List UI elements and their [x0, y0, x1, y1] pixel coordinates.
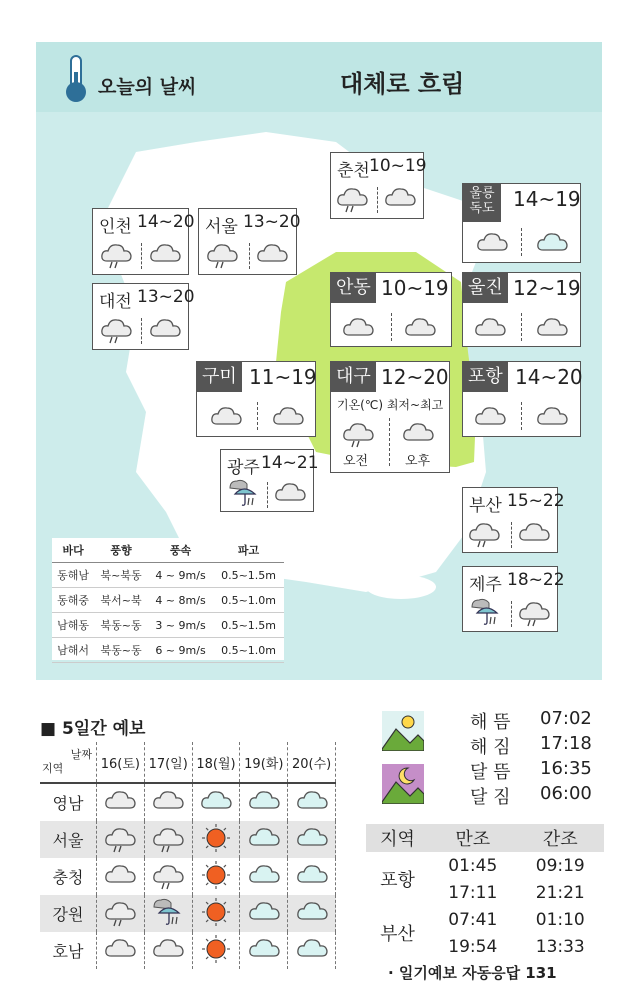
cloud-icon	[535, 313, 569, 343]
moonrise-icon	[382, 764, 424, 804]
corner-date-label: 날짜	[70, 748, 92, 761]
cloud-icon	[383, 183, 417, 213]
sun-icon	[199, 823, 233, 853]
sea-area: 남해동	[52, 613, 94, 638]
land-jeju	[366, 575, 436, 599]
cloud-icon	[273, 478, 307, 508]
corner-region-label: 지역	[42, 762, 64, 775]
column-header: 풍속	[148, 538, 213, 563]
city-temp: 14~20	[137, 212, 195, 232]
land-islet	[134, 196, 158, 208]
city-temp: 15~22	[507, 491, 565, 511]
city-temp: 10~19	[381, 276, 449, 300]
five-day-table	[40, 742, 336, 969]
city-temp: 14~20	[515, 365, 583, 389]
cloud-sun-icon	[247, 823, 281, 853]
weather-icon-cell	[97, 932, 145, 969]
cloud-icon	[148, 239, 182, 269]
wind-direction: 북서~북	[94, 588, 148, 613]
sea-area: 동해남	[52, 563, 94, 588]
city-name: 포항	[463, 362, 508, 392]
tide-region: 포항	[380, 870, 415, 891]
city-card-uljin	[462, 272, 581, 347]
city-card-gwangju	[220, 449, 319, 512]
city-card-busan	[462, 487, 565, 553]
table-row	[52, 638, 284, 663]
temp-legend: 기온(℃) 최저~최고	[337, 398, 444, 412]
low-tide-time: 01:10	[535, 909, 585, 930]
day-header: 19(화)	[240, 742, 288, 783]
cloud-icon	[403, 313, 437, 343]
city-temp: 13~20	[137, 287, 195, 307]
city-temp: 12~19	[513, 276, 581, 300]
table-row	[52, 563, 284, 588]
cloud-sun-icon	[295, 786, 329, 816]
sea-forecast-table	[52, 538, 284, 660]
weather-icon-cell	[97, 858, 145, 895]
city-card-daejeon	[92, 283, 195, 350]
column-header: 파고	[213, 538, 284, 563]
high-tide-time: 19:54	[448, 936, 498, 957]
city-card-daegu	[330, 361, 450, 473]
pm-label: 오후	[405, 454, 431, 469]
sea-area: 남해서	[52, 638, 94, 663]
city-name: 서울	[205, 217, 238, 237]
cloud-icon	[517, 518, 551, 548]
day-header: 17(일)	[144, 742, 192, 783]
cloud-rain-icon	[99, 314, 133, 344]
divider	[389, 418, 390, 466]
wind-speed: 6 ~ 9m/s	[148, 638, 213, 663]
divider	[257, 402, 258, 430]
city-name: 안동	[331, 273, 376, 303]
divider	[391, 313, 392, 341]
city-name: 광주	[227, 458, 260, 478]
table-row	[52, 588, 284, 613]
cloud-rain-icon	[151, 823, 185, 853]
cloud-icon	[103, 860, 137, 890]
corner-cell	[40, 742, 97, 783]
city-temp: 14~19	[513, 187, 581, 211]
umbrella-rain-icon	[151, 897, 185, 927]
divider	[511, 601, 512, 627]
table-row	[40, 858, 336, 895]
cloud-icon	[401, 418, 435, 448]
day-header: 20(수)	[288, 742, 336, 783]
city-name: 춘천	[337, 161, 370, 181]
sun-icon	[199, 897, 233, 927]
weather-icon-cell	[192, 895, 240, 932]
cloud-sun-icon	[247, 786, 281, 816]
weather-icon-cell	[144, 932, 192, 969]
table-row	[52, 613, 284, 638]
weather-icon-cell	[288, 895, 336, 932]
divider	[377, 187, 378, 213]
column-header: 지역	[366, 824, 429, 852]
cloud-rain-icon	[103, 823, 137, 853]
cloud-sun-icon	[295, 823, 329, 853]
cloud-sun-icon	[295, 934, 329, 964]
moonset-label: 달 짐	[470, 787, 511, 808]
city-temp: 11~19	[249, 365, 317, 389]
cloud-sun-icon	[247, 934, 281, 964]
low-tide-time: 13:33	[535, 936, 585, 957]
table-header-row	[40, 742, 336, 783]
weather-icon-cell	[192, 932, 240, 969]
sun-icon	[199, 860, 233, 890]
table-header-row	[52, 538, 284, 563]
divider	[141, 243, 142, 269]
cloud-sun-icon	[295, 860, 329, 890]
cloud-rain-icon	[151, 860, 185, 890]
high-tide-time: 01:45	[448, 855, 498, 876]
cloud-icon	[473, 402, 507, 432]
cloud-rain-icon	[517, 597, 551, 627]
city-temp: 18~22	[507, 570, 565, 590]
cloud-icon	[535, 402, 569, 432]
region-label: 영남	[40, 783, 97, 821]
high-tide-time: 07:41	[448, 909, 498, 930]
sunset-label: 해 짐	[470, 737, 511, 758]
am-label: 오전	[343, 454, 369, 469]
table-row	[40, 821, 336, 858]
divider	[521, 313, 522, 341]
column-header: 풍향	[94, 538, 148, 563]
wave-height: 0.5~1.0m	[213, 588, 284, 613]
weather-icon-cell	[144, 783, 192, 821]
city-temp: 13~20	[243, 212, 301, 232]
weather-icon-cell	[192, 783, 240, 821]
moonrise-time: 16:35	[540, 758, 592, 779]
city-temp: 14~21	[261, 453, 319, 473]
weather-icon-cell	[240, 783, 288, 821]
city-name: 대전	[99, 292, 132, 312]
divider	[511, 522, 512, 548]
city-card-incheon	[92, 208, 195, 275]
wind-speed: 4 ~ 8m/s	[148, 588, 213, 613]
sea-area: 동해중	[52, 588, 94, 613]
day-header: 16(토)	[97, 742, 145, 783]
region-label: 강원	[40, 895, 97, 932]
column-header: 간조	[517, 824, 604, 852]
cloud-icon	[209, 402, 243, 432]
column-header: 만조	[429, 824, 516, 852]
weather-icon-cell	[97, 821, 145, 858]
weather-icon-cell	[288, 821, 336, 858]
weather-icon-cell	[240, 821, 288, 858]
weather-icon-cell	[192, 858, 240, 895]
weather-icon-cell	[144, 858, 192, 895]
high-tide-time: 17:11	[448, 882, 498, 903]
city-name: 구미	[197, 362, 242, 392]
region-label: 충청	[40, 858, 97, 895]
divider	[249, 243, 250, 269]
city-name: 인천	[99, 217, 132, 237]
app-title: 오늘의 날씨	[98, 76, 197, 98]
wind-speed: 4 ~ 9m/s	[148, 563, 213, 588]
wind-speed: 3 ~ 9m/s	[148, 613, 213, 638]
weather-icon-cell	[192, 821, 240, 858]
cloud-icon	[271, 402, 305, 432]
divider	[521, 402, 522, 430]
low-tide-time: 21:21	[535, 882, 585, 903]
cloud-rain-icon	[467, 518, 501, 548]
cloud-rain-icon	[341, 418, 375, 448]
city-card-jeju	[462, 566, 565, 632]
region-label: 호남	[40, 932, 97, 969]
umbrella-rain-icon	[227, 478, 261, 508]
sunrise-label: 해 뜸	[470, 712, 511, 733]
cloud-rain-icon	[103, 897, 137, 927]
wind-direction: 북동~동	[94, 613, 148, 638]
column-header: 바다	[52, 538, 94, 563]
wave-height: 0.5~1.0m	[213, 638, 284, 663]
cloud-icon	[151, 934, 185, 964]
cloud-icon	[103, 786, 137, 816]
city-temp: 12~20	[381, 365, 449, 389]
sunrise-time: 07:02	[540, 708, 592, 729]
cloud-icon	[148, 314, 182, 344]
weather-icon-cell	[97, 783, 145, 821]
cloud-icon	[255, 239, 289, 269]
table-row	[366, 852, 604, 879]
umbrella-rain-icon	[469, 597, 503, 627]
cloud-icon	[473, 313, 507, 343]
sunrise-icon	[382, 711, 424, 751]
region-label: 서울	[40, 821, 97, 858]
moonset-time: 06:00	[540, 783, 592, 804]
city-card-gumi	[196, 361, 316, 437]
city-card-pohang	[462, 361, 581, 437]
tide-region: 부산	[380, 924, 415, 945]
cloud-icon	[475, 228, 509, 258]
wave-height: 0.5~1.5m	[213, 613, 284, 638]
weather-icon-cell	[144, 821, 192, 858]
low-tide-time: 09:19	[535, 855, 585, 876]
weather-icon-cell	[288, 932, 336, 969]
cloud-sun-icon	[295, 897, 329, 927]
divider	[521, 228, 522, 256]
cloud-rain-icon	[335, 183, 369, 213]
city-name: 제주	[469, 575, 502, 595]
thermometer-icon	[62, 54, 92, 104]
weather-icon-cell	[240, 858, 288, 895]
divider	[267, 482, 268, 508]
cloud-sun-icon	[247, 897, 281, 927]
weather-icon-cell	[144, 895, 192, 932]
summary-title: 대체로 흐림	[340, 70, 465, 98]
table-header-row	[366, 824, 604, 852]
city-name: 부산	[469, 496, 502, 516]
city-temp: 10~19	[369, 156, 427, 176]
city-card-chuncheon	[330, 152, 427, 219]
table-row	[366, 906, 604, 933]
city-name: 대구	[331, 362, 376, 392]
weather-icon-cell	[97, 895, 145, 932]
wave-height: 0.5~1.5m	[213, 563, 284, 588]
wind-direction: 북~북동	[94, 563, 148, 588]
cloud-icon	[341, 313, 375, 343]
city-card-andong	[330, 272, 452, 347]
table-row	[40, 932, 336, 969]
sunset-time: 17:18	[540, 733, 592, 754]
cloud-sun-icon	[199, 786, 233, 816]
city-card-seoul	[198, 208, 301, 275]
wind-direction: 북동~동	[94, 638, 148, 663]
moonrise-label: 달 뜸	[470, 762, 511, 783]
cloud-rain-icon	[99, 239, 133, 269]
cloud-sun-icon	[247, 860, 281, 890]
cloud-icon	[151, 786, 185, 816]
weather-icon-cell	[240, 895, 288, 932]
city-name: 울릉독도	[463, 184, 501, 222]
footer-note: · 일기예보 자동응답 131	[388, 964, 557, 982]
city-name: 울진	[463, 273, 508, 303]
divider	[141, 318, 142, 344]
cloud-rain-icon	[205, 239, 239, 269]
table-row	[40, 895, 336, 932]
city-card-ulleung	[462, 183, 581, 263]
table-row	[40, 783, 336, 821]
five-day-title: ■ 5일간 예보	[40, 719, 146, 739]
weather-icon-cell	[240, 932, 288, 969]
weather-icon-cell	[288, 783, 336, 821]
tide-table	[366, 824, 604, 960]
sun-icon	[199, 934, 233, 964]
cloud-sun-icon	[535, 228, 569, 258]
cloud-icon	[103, 934, 137, 964]
weather-icon-cell	[288, 858, 336, 895]
day-header: 18(월)	[192, 742, 240, 783]
